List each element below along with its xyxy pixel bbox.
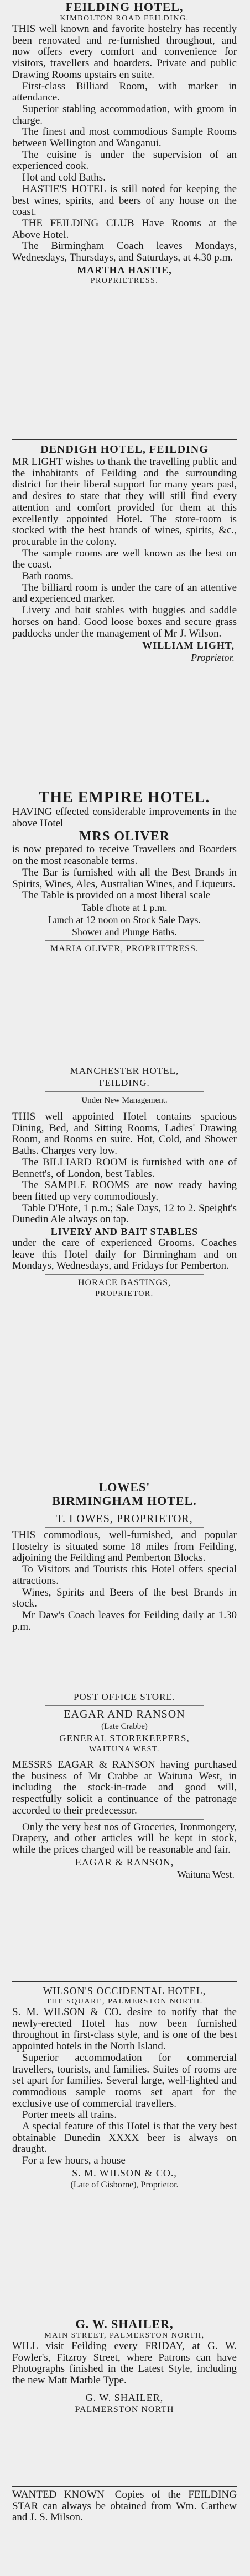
ad-paragraph: A special feature of this Hotel is that the very best obtainable Dunedin XXXX beer is always on draught. [12,2121,237,2155]
ad-paragraph: THIS well appointed Hotel contains spacious Dining, Bed, and Sitting Rooms, Ladies' Drawing Room, and Rooms en suite. Hot, Cold, and Shower Baths. Charges very low. [12,1111,237,1157]
ad-paragraph: The Bar is furnished with all the Best Brands in Spirits, Wines, Ales, Australian Wines, and Liqueurs. [12,866,237,890]
ad-paragraph: WILL visit Feilding every FRIDAY, at G. W. Fowler's, Fitzroy Street, where Patrons can have Photographs finished in the Latest Style, including the new Matt Marble Type. [12,2340,237,2387]
ad-paragraph: HASTIE'S HOTEL is still noted for keeping the best wines, spirits, and beers of any house on the coast. [12,183,237,218]
ad-address: MAIN STREET, PALMERSTON NORTH, [44,2331,205,2340]
ad-title: THE EMPIRE HOTEL. [39,789,210,806]
short-rule [45,940,204,941]
ad-title: DENDIGH HOTEL, FEILDING [40,443,209,455]
manchester-hotel-ad [12,1065,237,1473]
ad-title: LOWES' [98,1480,150,1494]
ad-paragraph: WANTED KNOWN—Copies of the FEILDING STAR can always be obtained from Wm. Carthew and J. S. Milson. [12,2489,237,2524]
ad-paragraph: THE FEILDING CLUB Have Rooms at the Above Hotel. [12,217,237,241]
ad-paragraph: Mr Daw's Coach leaves for Feilding daily at 1.30 p.m. [12,1609,237,1632]
ad-role: PROPRIETOR. [95,1290,154,1298]
ad-title: BIRMINGHAM HOTEL. [52,1494,197,1508]
ad-paragraph: Wines, Spirits and Beers of the best Brands in stock. [12,1586,237,1610]
ad-paragraph: The finest and most commodious Sample Rooms between Wellington and Wanganui. [12,126,237,150]
ad-paragraph: Only the very best nos of Groceries, Ironmongery, Drapery, and other articles will be kept in stock, while the prices charged will be reasonable and fair. [12,1821,237,1856]
ad-line: Lunch at 12 noon on Stock Sale Days. [48,914,201,925]
column-rule [12,2486,237,2487]
ad-paragraph: MR LIGHT wishes to thank the travelling public and the inhabitants of Feilding and the surrounding district for their liberal support for many years past, and desires to state that they will still find every attention and comfort provided for them at this excellently appointed Hotel. The store-room is stocked with the best brands of wines, spirits, &c., procurable in the colony. [12,456,237,548]
ad-paragraph: Livery and bait stables with buggies and saddle horses on hand. Good loose boxes and secure grass paddocks under the management of Mr J. Wilson. [12,605,237,639]
post-office-store-ad [12,1691,237,1978]
ad-firm-note: (Late Crabbe) [101,1722,148,1731]
ad-title: G. W. SHAILER, [75,2317,174,2331]
ad-subtitle: THE SQUARE, PALMERSTON NORTH. [46,1997,203,2006]
column-rule [12,439,237,440]
short-rule [45,1819,204,1820]
ad-paragraph: The sample rooms are well known as the best on the coast. [12,547,237,571]
ad-line: LIVERY AND BAIT STABLES [50,1226,199,1238]
short-rule [45,1705,204,1706]
ad-paragraph: The Birmingham Coach leaves Mondays, Wednesdays, Thursdays, and Saturdays, at 4.30 p.m. [12,240,237,264]
ad-paragraph: Hot and cold Baths. [22,172,106,184]
shailer-ad [12,2317,237,2483]
ad-place: Waituna West. [177,1868,235,1880]
feilding-hotel-ad [12,0,237,436]
ad-place: PALMERSTON NORTH [75,2404,174,2414]
ad-paragraph: Bath rooms. [22,570,74,582]
ad-subtitle: KIMBOLTON ROAD FEILDING. [60,14,189,23]
ad-title: WILSON'S OCCIDENTAL HOTEL, [43,1985,206,1996]
ad-paragraph: Superior stabling accommodation, with groom in charge. [12,103,237,126]
advertisement-column [12,0,237,2550]
ad-paragraph: To Visitors and Tourists this Hotel offers special attractions. [12,1563,237,1587]
proprietor-name: MRS OLIVER [79,829,170,844]
ad-role: PROPRIETRESS. [90,276,159,285]
ad-signature: S. M. WILSON & CO., [72,2167,177,2179]
ad-paragraph: is now prepared to receive Travellers and Boarders on the most reasonable terms. [12,844,237,867]
dendigh-hotel-ad [12,443,237,782]
ad-paragraph: Porter meets all trains. [22,2109,117,2121]
ad-line: Shower and Plunge Baths. [72,926,177,937]
ad-place: WAITUNA WEST. [89,1745,160,1753]
ad-paragraph: under the care of experienced Grooms. Coaches leave this Hotel daily for Birmingham and on Mondays, Wednesdays, and Fridays for Pemberton. [12,1237,237,1272]
ad-paragraph: The cuisine is under the supervision of an experienced cook. [12,149,237,172]
ad-paragraph: For a few hours, a house [22,2155,126,2167]
ad-paragraph: S. M. WILSON & CO. desire to notify that the newly-erected Hotel has now been furnished throughout in first-class style, and is one of the best appointed hotels in the North Island. [12,2006,237,2053]
ad-signature: MARTHA HASTIE, [77,264,172,275]
birmingham-hotel-ad [12,1480,237,1684]
ad-line: Table d'hote at 1 p.m. [81,902,168,913]
short-rule [45,1091,204,1092]
ad-paragraph: The SAMPLE ROOMS are now ready having been fitted up very commodiously. [12,1179,237,1202]
ad-paragraph: THIS commodious, well-furnished, and popular Hostelry is situated some 18 miles from Feilding, adjoining the Feilding and Pemberton Blocks. [12,1529,237,1564]
ad-paragraph: The Table is provided on a most liberal scale [22,889,211,902]
ad-paragraph: THIS well known and favorite hostelry has recently been renovated and re-furnished throughout, and now offers every comfort and convenience for visitors, travellers and boarders. Private and public Drawing Rooms upstairs en suite. [12,23,237,81]
ad-owner: T. LOWES, PROPRIETOR, [56,1513,193,1525]
ad-paragraph: Table D'Hote, 1 p.m.; Sale Days, 12 to 2. Speight's Dunedin Ale always on tap. [12,1202,237,1226]
empire-hotel-ad [12,789,237,1065]
ad-firm: EAGAR AND RANSON [64,1708,185,1720]
ad-role: Proprietor. [191,652,235,664]
occidental-hotel-ad [12,1985,237,2310]
ad-paragraph: The billiard room is under the care of an attentive and experienced marker. [12,581,237,605]
ad-signature: G. W. SHAILER, [85,2392,164,2403]
ad-title: POST OFFICE STORE. [73,1692,176,1702]
ad-paragraph: Superior accommodation for commercial travellers, tourists, and families. Suites of rooms are set apart for families. Several large, well-lighted and commodious sample rooms set apart for the exclusive use of commercial travellers. [12,2052,237,2109]
ad-business: GENERAL STOREKEEPERS, [59,1733,190,1743]
ad-paragraph: MESSRS EAGAR & RANSON having purchased the business of Mr Crabbe at Waituna West, in including the stock-in-trade and good will, respectfully solicit a continuance of the patronage accorded to their predecessor. [12,1759,237,1816]
column-rule [12,1981,237,1982]
ad-paragraph: First-class Billiard Room, with marker in attendance. [12,80,237,104]
ad-title: FEILDING HOTEL, [65,0,184,14]
ad-note: (Late of Gisborne), Proprietor. [70,2180,179,2190]
ad-title: MANCHESTER HOTEL, [70,1066,179,1076]
short-rule [45,1274,204,1275]
wanted-known-ad [12,2489,237,2550]
ad-paragraph: The BILLIARD ROOM is furnished with one of Bennett's, of London, best Tables. [12,1156,237,1180]
ad-signature: MARIA OLIVER, PROPRIETRESS. [50,944,199,953]
ad-subtitle: FEILDING. [99,1078,150,1088]
ad-signature: WILLIAM LIGHT, [142,640,235,651]
ad-signature: HORACE BASTINGS, [77,1278,171,1288]
short-rule [45,1527,204,1528]
ad-signature: EAGAR & RANSON, [75,1856,174,1868]
ad-management-note: Under New Management. [81,1096,168,1105]
ad-paragraph: HAVING effected considerable improvements in the above Hotel [12,806,237,829]
